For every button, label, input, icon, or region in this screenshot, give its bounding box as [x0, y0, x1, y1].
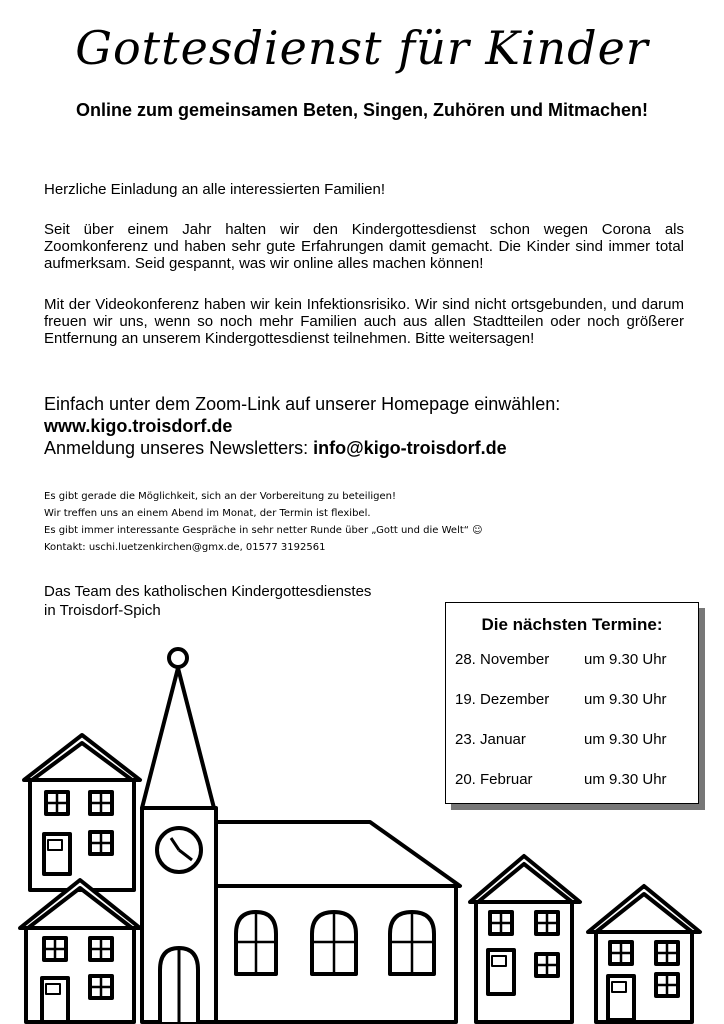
team-line-2: in Troisdorf-Spich [44, 602, 161, 619]
corona-paragraph: Seit über einem Jahr halten wir den Kindergottesdienst schon wegen Corona als Zoomkonferenz und haben sehr gute Erfahrungen damit gemacht. Die Kinder sind immer total aufmerksam. Seid gespannt, was wir online alles machen können! [44, 221, 684, 272]
house-left-lower [20, 880, 140, 1022]
termine-time: um 9.30 Uhr [584, 731, 667, 748]
termine-time: um 9.30 Uhr [584, 771, 667, 788]
intro-paragraph: Herzliche Einladung an alle interessierten Familien! [44, 181, 386, 198]
homepage-link[interactable] [44, 415, 704, 437]
contact-line: Kontakt: uschi.luetzenkirchen@gmx.de, 01577 3192561 [44, 542, 326, 553]
page-subtitle: Online zum gemeinsamen Beten, Singen, Zuhören und Mitmachen! [75, 100, 649, 120]
house-right-end [588, 886, 700, 1022]
termine-time: um 9.30 Uhr [584, 691, 667, 708]
termine-box [445, 602, 699, 804]
termine-date: 19. Dezember [455, 691, 550, 708]
termine-row [446, 651, 698, 691]
homepage-url[interactable]: www.kigo.troisdorf.de [44, 416, 233, 436]
participation-line-1: Es gibt gerade die Möglichkeit, sich an der Vorbereitung zu beteiligen! [44, 491, 396, 502]
video-paragraph: Mit der Videokonferenz haben wir kein Infektionsrisiko. Wir sind nicht ortsgebunden, und darum freuen wir uns, wenn so noch mehr Familien auch aus allen Stadtteilen oder noch größerer Entfernung an unserem Kindergottesdienst teilnehmen. Bitte weitersagen! [44, 296, 684, 347]
house-right-middle [470, 856, 580, 1022]
zoom-instruction: Einfach unter dem Zoom-Link auf unserer Homepage einwählen: [44, 394, 561, 414]
termine-date: 28. November [455, 651, 550, 668]
church-tower [142, 649, 216, 1022]
termine-heading: Die nächsten Termine: [481, 615, 663, 634]
termine-row [446, 771, 698, 811]
termine-time: um 9.30 Uhr [584, 651, 667, 668]
termine-date: 23. Januar [455, 731, 526, 748]
newsletter-line [44, 437, 704, 459]
team-line-1: Das Team des katholischen Kindergottesdienstes [44, 583, 372, 600]
termine-list [446, 651, 698, 811]
participation-line-2: Wir treffen uns an einem Abend im Monat, der Termin ist flexibel. [44, 508, 371, 519]
newsletter-email[interactable]: info@kigo-troisdorf.de [313, 438, 507, 458]
termine-row [446, 691, 698, 731]
page-title: Gottesdienst für Kinder [75, 21, 649, 75]
newsletter-label: Anmeldung unseres Newsletters: [44, 438, 314, 458]
termine-row [446, 731, 698, 771]
termine-date: 20. Februar [455, 771, 533, 788]
team-signature [44, 582, 464, 620]
participation-line-3: Es gibt immer interessante Gespräche in sehr netter Runde über „Gott und die Welt“ ☺ [44, 525, 483, 536]
church-nave [216, 822, 460, 1022]
house-left-upper [24, 735, 140, 890]
